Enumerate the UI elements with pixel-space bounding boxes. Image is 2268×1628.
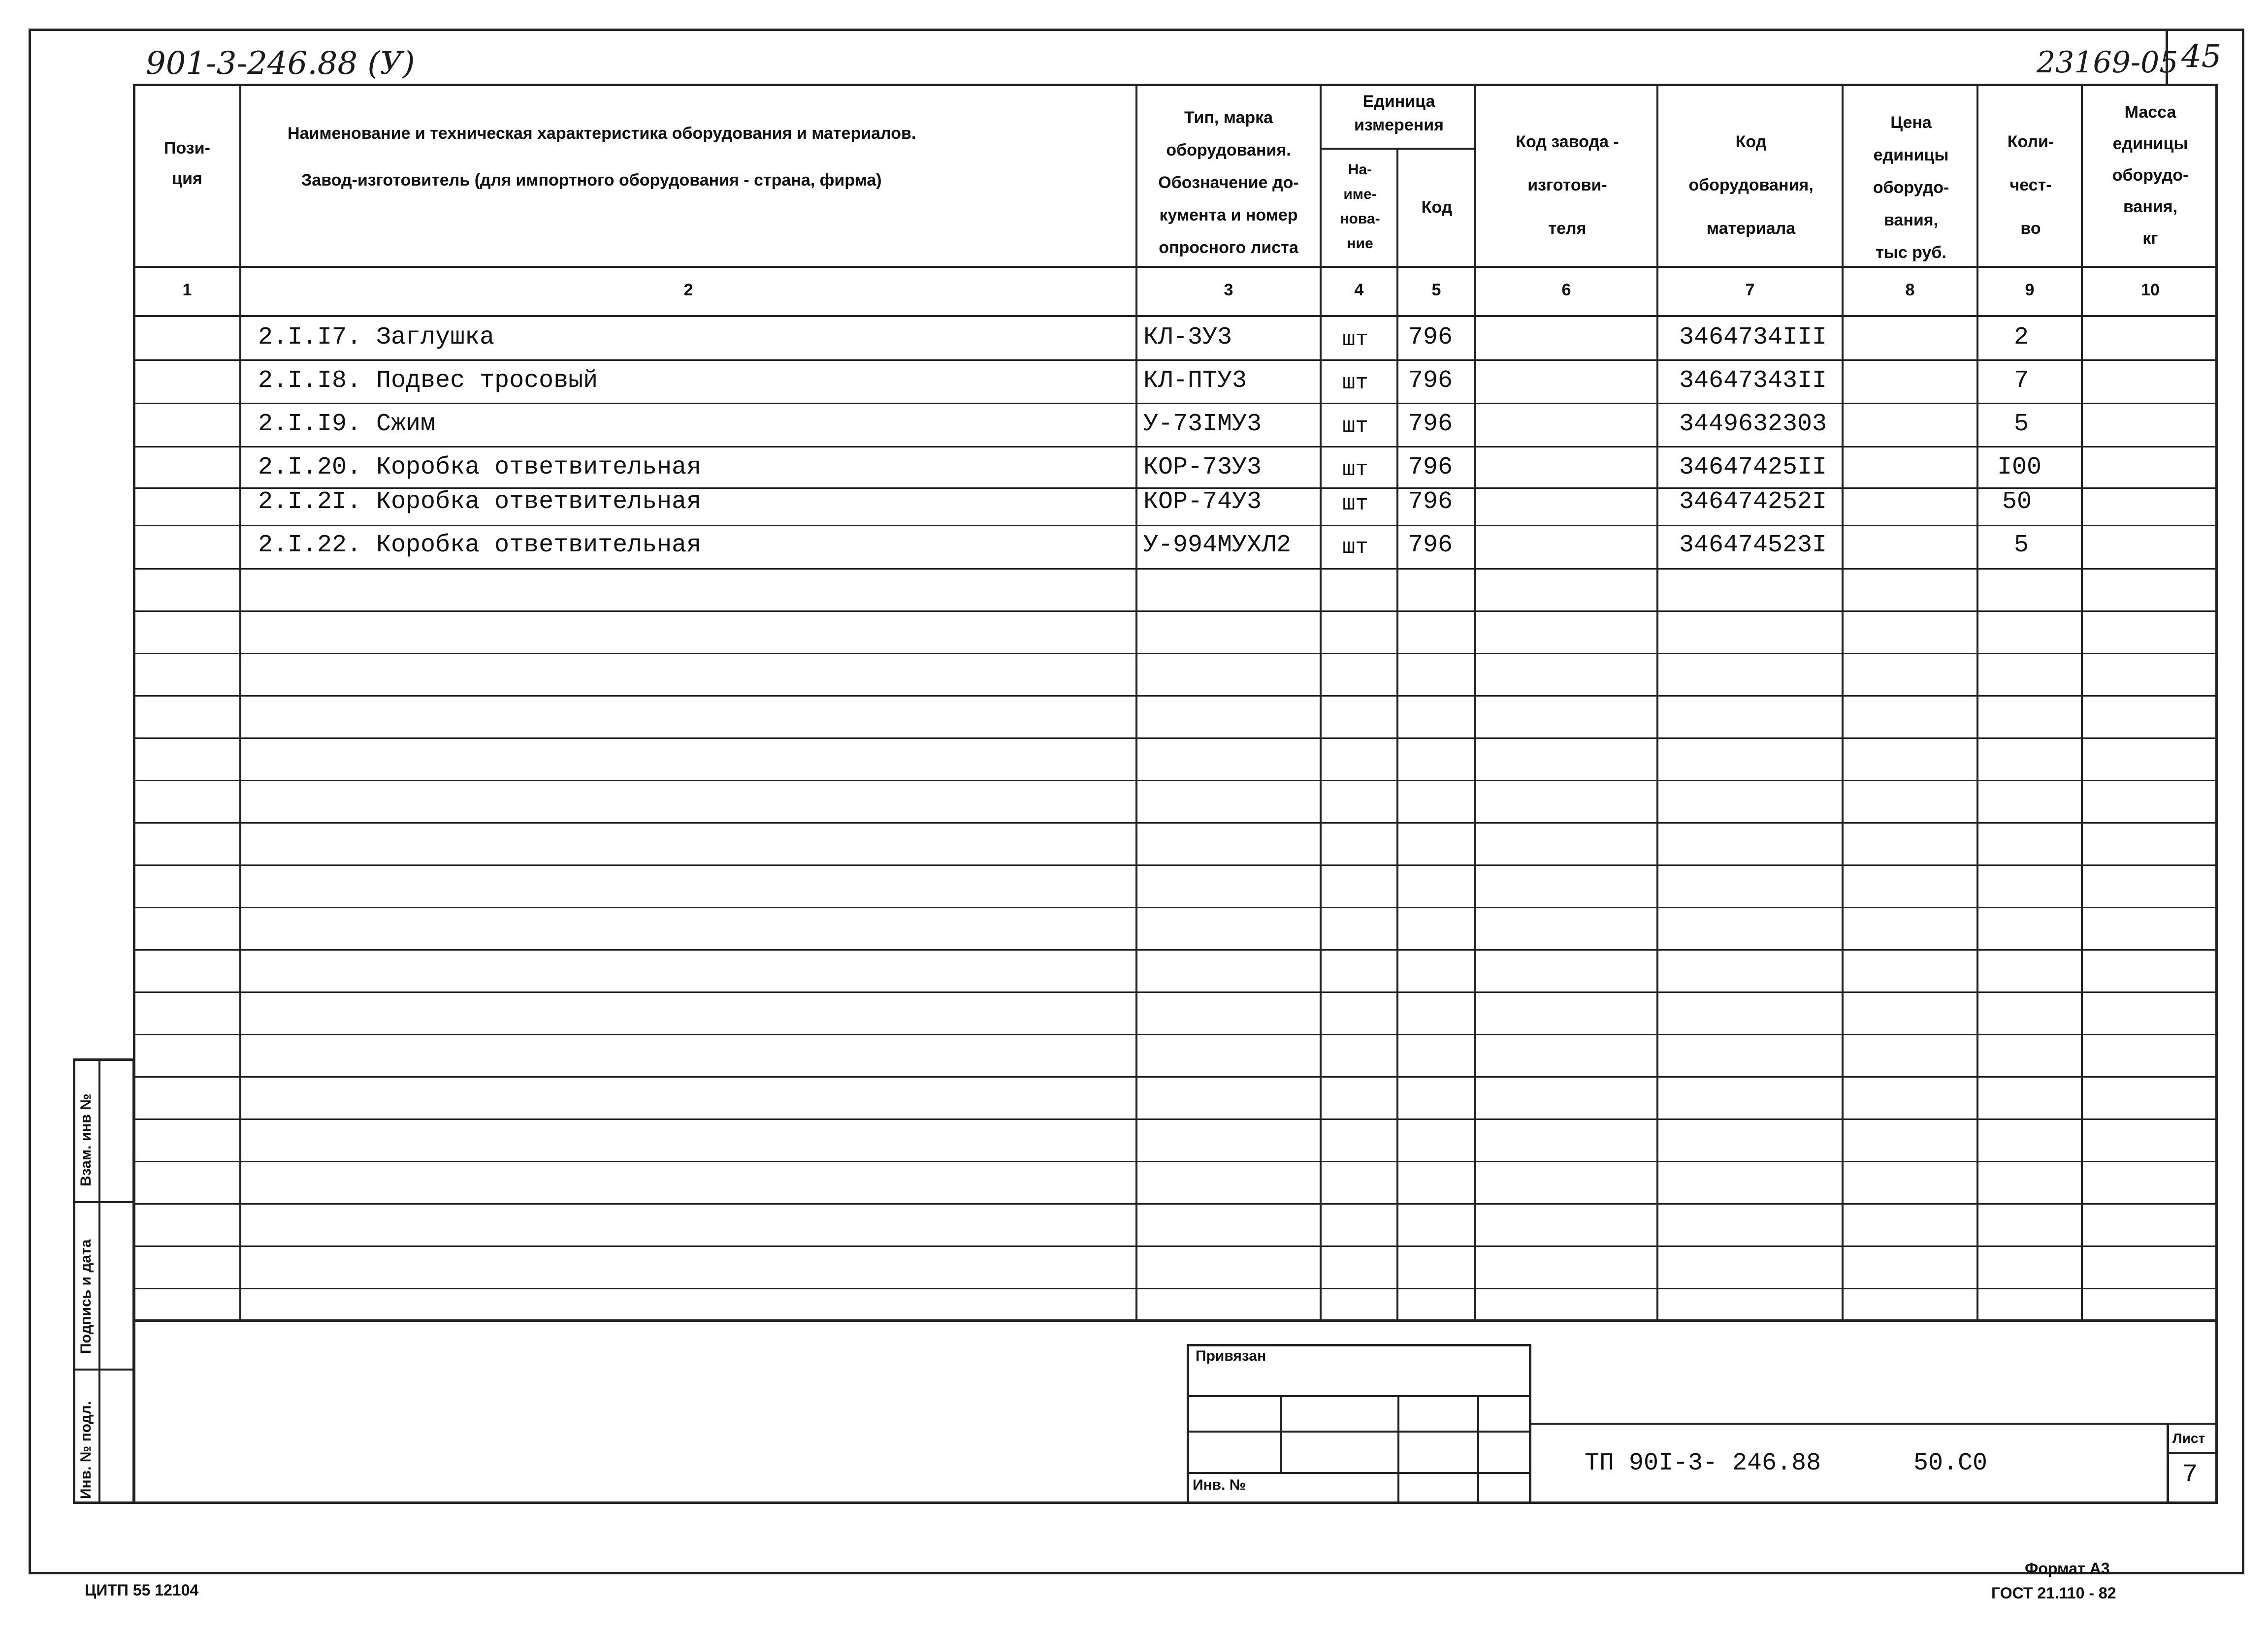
item-name: 2.I.I7. Заглушка xyxy=(258,323,495,351)
item-unit: шт xyxy=(1342,414,1368,439)
row-divider xyxy=(133,864,2218,866)
designation: ТП 90I-3- 246.88 xyxy=(1585,1449,1821,1477)
col-header-unit-name: На- име- нова- ние xyxy=(1340,161,1380,252)
side-stamp-inventory: Инв. № подл. xyxy=(78,1401,94,1499)
item-type: КЛ-3У3 xyxy=(1143,323,1232,351)
item-qty: 5 xyxy=(2014,531,2029,559)
col-number: 2 xyxy=(683,281,693,299)
row-divider xyxy=(133,653,2218,654)
item-name: 2.I.2I. Коробка ответвительная xyxy=(258,488,702,516)
row-divider xyxy=(133,1076,2218,1078)
item-type: У-73IМУ3 xyxy=(1143,410,1262,438)
row-divider xyxy=(133,907,2218,908)
section-code: 50.С0 xyxy=(1913,1449,1988,1477)
item-unit-code: 796 xyxy=(1408,488,1453,516)
row-divider xyxy=(133,737,2218,739)
row-divider xyxy=(133,610,2218,612)
item-unit: шт xyxy=(1342,327,1368,352)
table-border xyxy=(133,84,2218,1322)
item-unit-code: 796 xyxy=(1408,453,1453,481)
col-header-quantity: Коли- чест- во xyxy=(2007,132,2054,238)
item-unit-code: 796 xyxy=(1408,367,1453,395)
inventory-label: Инв. № xyxy=(1193,1477,1246,1493)
col-number: 7 xyxy=(1745,281,1755,299)
footer-stamp: ЦИТП 55 12104 xyxy=(85,1581,199,1599)
lower-frame xyxy=(133,1322,2218,1504)
item-name: 2.I.I8. Подвес тросовый xyxy=(258,367,598,395)
col-number: 3 xyxy=(1224,281,1233,299)
item-name: 2.I.I9. Сжим xyxy=(258,410,436,438)
item-type: КОР-74У3 xyxy=(1143,488,1262,516)
item-code: 34647425II xyxy=(1679,453,1827,481)
doc-code-handwritten: 901-3-246.88 (У) xyxy=(146,45,415,82)
col-number: 8 xyxy=(1905,281,1915,299)
item-code: 3449632303 xyxy=(1679,410,1827,438)
row-divider xyxy=(133,403,2218,404)
footer-format: Формат А3 xyxy=(2025,1560,2110,1577)
item-unit: шт xyxy=(1342,371,1368,395)
col-number: 9 xyxy=(2025,281,2035,299)
item-unit-code: 796 xyxy=(1408,323,1453,351)
col-header-unit-code: Код xyxy=(1421,198,1453,217)
footer-gost: ГОСТ 21.110 - 82 xyxy=(1991,1584,2116,1602)
col-header-equipment-code: Код оборудования, материала xyxy=(1688,132,1814,238)
side-stamp-signature: Подпись и дата xyxy=(78,1239,94,1354)
col-number: 6 xyxy=(1561,281,1571,299)
col-number: 4 xyxy=(1354,281,1364,299)
item-qty: 50 xyxy=(2002,488,2032,516)
item-name: 2.I.20. Коробка ответвительная xyxy=(258,453,702,481)
item-type: КЛ-ПТУ3 xyxy=(1143,367,1247,395)
item-qty: I00 xyxy=(1997,453,2042,481)
col-header-type: Тип, марка оборудования. Обозначение до- кумента и номер опросного листа xyxy=(1158,108,1299,257)
col-header-position: Пози- ция xyxy=(164,139,210,188)
row-divider xyxy=(133,568,2218,570)
row-divider xyxy=(133,1245,2218,1247)
row-divider xyxy=(133,991,2218,993)
side-stamp-replace: Взам. инв № xyxy=(78,1093,94,1186)
item-code: 34647343II xyxy=(1679,367,1827,395)
row-divider xyxy=(133,1288,2218,1289)
row-divider xyxy=(133,359,2218,361)
item-name: 2.I.22. Коробка ответвительная xyxy=(258,531,702,559)
row-divider xyxy=(133,1118,2218,1120)
item-type: КОР-73У3 xyxy=(1143,453,1262,481)
row-divider xyxy=(133,1161,2218,1162)
item-code: 346474252I xyxy=(1679,488,1827,516)
page-number-handwritten: 45 xyxy=(2181,38,2222,75)
binding-label: Привязан xyxy=(1196,1348,1266,1364)
item-unit: шт xyxy=(1342,457,1368,482)
col-number: 1 xyxy=(182,281,192,299)
item-qty: 7 xyxy=(2014,367,2029,395)
row-divider xyxy=(133,1203,2218,1205)
row-divider xyxy=(133,1034,2218,1035)
col-number: 5 xyxy=(1431,281,1441,299)
row-divider xyxy=(133,780,2218,781)
item-qty: 2 xyxy=(2014,323,2029,351)
col-header-unit-group: Единица измерения xyxy=(1354,92,1444,134)
col-header-factory-code: Код завода - изготови- теля xyxy=(1516,132,1619,238)
row-divider xyxy=(133,949,2218,951)
col-header-name: Наименование и техническая характеристика оборудования и материалов. Завод-изготовитель (для импортного оборудования - страна, фирма) xyxy=(288,124,916,190)
row-divider xyxy=(133,695,2218,697)
sheet-number: 7 xyxy=(2182,1460,2198,1489)
item-code: 3464734III xyxy=(1679,323,1827,351)
item-unit: шт xyxy=(1342,535,1368,560)
archive-number: 23169-05 xyxy=(2037,45,2178,80)
item-unit-code: 796 xyxy=(1408,410,1453,438)
col-header-mass: Масса единицы оборудо- вания, кг xyxy=(2112,103,2189,248)
item-unit-code: 796 xyxy=(1408,531,1453,559)
item-qty: 5 xyxy=(2014,410,2029,438)
col-header-price: Цена единицы оборудо- вания, тыс руб. xyxy=(1873,113,1949,262)
item-type: У-994МУХЛ2 xyxy=(1143,531,1292,559)
item-code: 346474523I xyxy=(1679,531,1827,559)
row-divider xyxy=(133,525,2218,526)
item-unit: шт xyxy=(1342,492,1368,516)
col-number: 10 xyxy=(2141,281,2160,299)
row-divider xyxy=(133,446,2218,447)
sheet-label: Лист xyxy=(2172,1431,2205,1446)
row-divider xyxy=(133,822,2218,824)
